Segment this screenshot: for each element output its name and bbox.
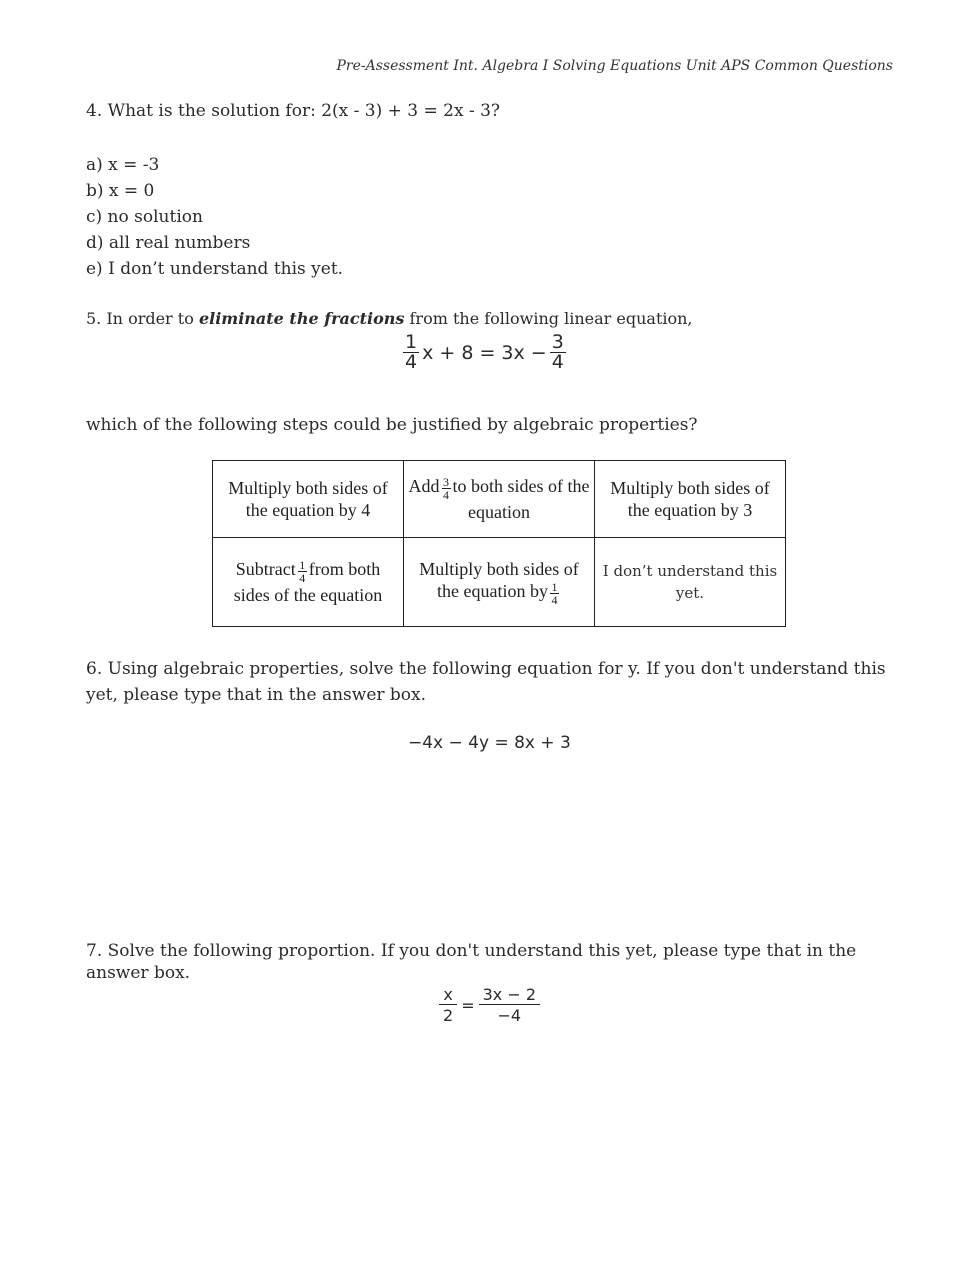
choice-c: c) no solution (86, 207, 203, 227)
question-5-text (86, 308, 693, 330)
question-5-equation (404, 333, 565, 372)
answer-options-table (212, 460, 786, 627)
option-subtract-one-fourth[interactable]: Subtract $\frac{1}{4}$ from both sides of the equation (213, 538, 404, 627)
fraction-three-fourths: $\frac{3}{4}$ (551, 331, 564, 373)
option-multiply-by-4[interactable]: Multiply both sides of the equation by 4 (213, 461, 404, 538)
left-fraction: $\frac{x}{2}$ (441, 986, 455, 1025)
choice-b: b) x = 0 (86, 181, 155, 201)
option-multiply-by-one-fourth[interactable]: Multiply both sides of the equation by $\frac{1}{4}$ (404, 538, 595, 627)
question-7-proportion (441, 986, 538, 1025)
q5-emphasis: eliminate the fractions (198, 309, 405, 328)
q5-suffix: from the following linear equation, (404, 309, 693, 328)
option-add-three-fourths[interactable]: Add $\frac{3}{4}$ to both sides of the equation (404, 461, 595, 538)
choice-e: e) I don’t understand this yet. (86, 259, 344, 279)
question-4-choices (86, 152, 343, 282)
question-4-text: 4. What is the solution for: 2(x - 3) + 3 = 2x - 3? (86, 101, 501, 121)
choice-d: d) all real numbers (86, 233, 251, 253)
fraction-one-fourth: $\frac{1}{4}$ (405, 331, 418, 373)
question-7-text: 7. Solve the following proportion. If you don't understand this yet, please type that in the answer box. (86, 941, 857, 983)
equation-middle: x + 8 = 3x − (422, 341, 547, 364)
question-6-text: 6. Using algebraic properties, solve the following equation for y. If you don't understand this yet, please type that in the answer box. (86, 659, 886, 705)
equals-sign: = (461, 996, 475, 1015)
option-dont-understand[interactable]: I don’t understand this yet. (595, 538, 786, 627)
right-fraction: $\frac{3x - 2}{-4}$ (481, 986, 538, 1025)
question-5-prompt: which of the following steps could be justified by algebraic properties? (86, 415, 698, 435)
page-header: Pre-Assessment Int. Algebra I Solving Equations Unit APS Common Questions (336, 58, 893, 74)
question-6-equation: −4x − 4y = 8x + 3 (408, 733, 571, 753)
q5-prefix: 5. In order to (86, 309, 199, 328)
option-multiply-by-3[interactable]: Multiply both sides of the equation by 3 (595, 461, 786, 538)
choice-a: a) x = -3 (86, 155, 160, 175)
